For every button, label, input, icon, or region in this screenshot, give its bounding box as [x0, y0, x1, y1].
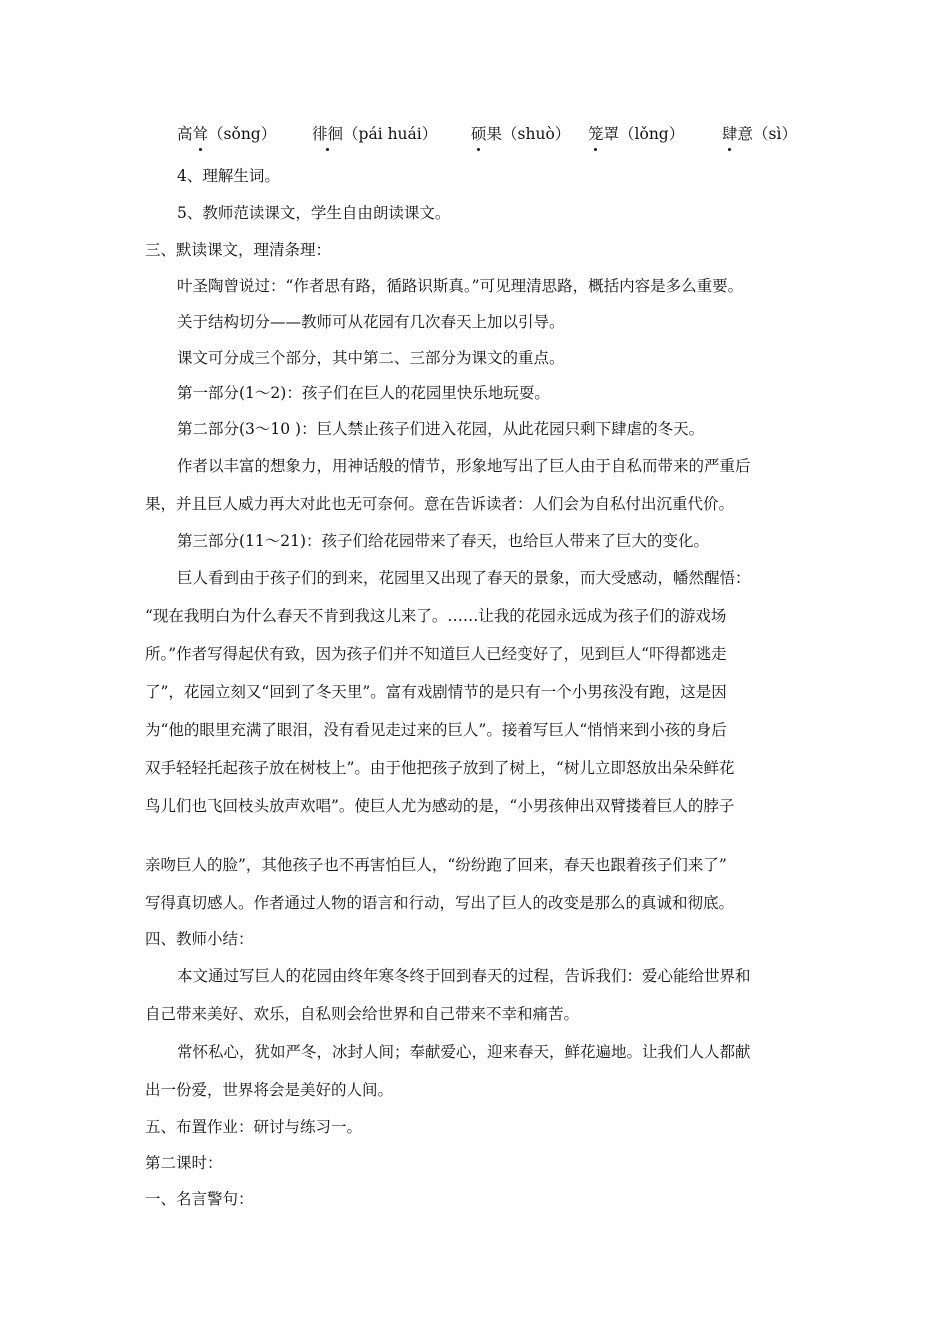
body-line: 第二部分(3～10 )：巨人禁止孩子们进入花园，从此花园只剩下肆虐的冬天。	[177, 420, 705, 438]
body-line: 课文可分成三个部分，其中第二、三部分为课文的重点。	[177, 349, 565, 367]
body-line: 亲吻巨人的脸”，其他孩子也不再害怕巨人，“纷纷跑了回来，春天也跟着孩子们来了”	[145, 856, 727, 874]
vocab-item-3: 硕果（shuò）	[471, 125, 571, 143]
body-line: 常怀私心，犹如严冬，冰封人间；奉献爱心，迎来春天，鲜花遍地。让我们人人都献	[177, 1043, 751, 1061]
section-heading: 四、教师小结：	[145, 930, 254, 948]
body-line: “现在我明白为什么春天不肯到我这儿来了。……让我的花园永远成为孩子们的游戏场	[145, 607, 727, 625]
emphasis-dot: 笼	[588, 125, 604, 143]
body-line: 5、教师范读课文，学生自由朗读课文。	[177, 204, 451, 222]
body-line: 出一份爱，世界将会是美好的人间。	[145, 1081, 394, 1099]
body-line: 第三部分(11～21)：孩子们给花园带来了春天，也给巨人带来了巨大的变化。	[177, 532, 710, 550]
body-line: 自己带来美好、欢乐，自私则会给世界和自己带来不幸和痛苦。	[145, 1005, 580, 1023]
body-line: 叶圣陶曾说过：“作者思有路，循路识斯真。”可见理清思路，概括内容是多么重要。	[177, 277, 744, 295]
emphasis-dot: 硕	[471, 125, 487, 143]
section-heading: 第二课时：	[145, 1154, 223, 1172]
body-line: 果，并且巨人威力再大对此也无可奈何。意在告诉读者：人们会为自私付出沉重代价。	[145, 495, 735, 513]
body-line: 作者以丰富的想象力，用神话般的情节，形象地写出了巨人由于自私而带来的严重后	[177, 457, 751, 475]
body-line: 为“他的眼里充满了眼泪，没有看见走过来的巨人”。接着写巨人“悄悄来到小孩的身后	[145, 721, 727, 739]
body-line: 所。”作者写得起伏有致，因为孩子们并不知道巨人已经变好了，见到巨人“吓得都逃走	[145, 645, 727, 663]
emphasis-dot: 肆	[722, 125, 738, 143]
section-heading: 五、布置作业：研讨与练习一。	[145, 1118, 363, 1136]
body-line: 本文通过写巨人的花园由终年寒冬终于回到春天的过程，告诉我们：爱心能给世界和	[177, 967, 751, 985]
section-heading: 三、默读课文，理清条理：	[145, 241, 332, 259]
vocab-item-4: 笼罩（lǒng）	[588, 125, 685, 143]
body-line: 巨人看到由于孩子们的到来，花园里又出现了春天的景象，而大受感动，幡然醒悟：	[177, 569, 751, 587]
vocab-item-5: 肆意（sì）	[722, 125, 797, 143]
body-line: 写得真切感人。作者通过人物的语言和行动，写出了巨人的改变是那么的真诚和彻底。	[145, 894, 735, 912]
vocab-item-2: 徘徊（pái huái）	[312, 125, 438, 143]
body-line: 双手轻轻托起孩子放在树枝上”。由于他把孩子放到了树上，“树儿立即怒放出朵朵鲜花	[145, 759, 735, 777]
emphasis-dot: 耸	[192, 125, 209, 143]
emphasis-dot: 徘徊	[312, 125, 344, 143]
body-line: 了”，花园立刻又“回到了冬天里”。富有戏剧情节的是只有一个小男孩没有跑，这是因	[145, 683, 727, 701]
body-line: 4、理解生词。	[177, 167, 280, 185]
body-line: 鸟儿们也飞回枝头放声欢唱”。使巨人尤为感动的是，“小男孩伸出双臂搂着巨人的脖子	[145, 797, 735, 815]
vocab-row	[0, 124, 950, 150]
section-heading: 一、名言警句：	[145, 1190, 254, 1208]
body-line: 关于结构切分——教师可从花园有几次春天上加以引导。	[177, 313, 565, 331]
vocab-item-1: 高耸（sǒng）	[177, 125, 277, 143]
body-line: 第一部分(1～2)：孩子们在巨人的花园里快乐地玩耍。	[177, 384, 550, 402]
